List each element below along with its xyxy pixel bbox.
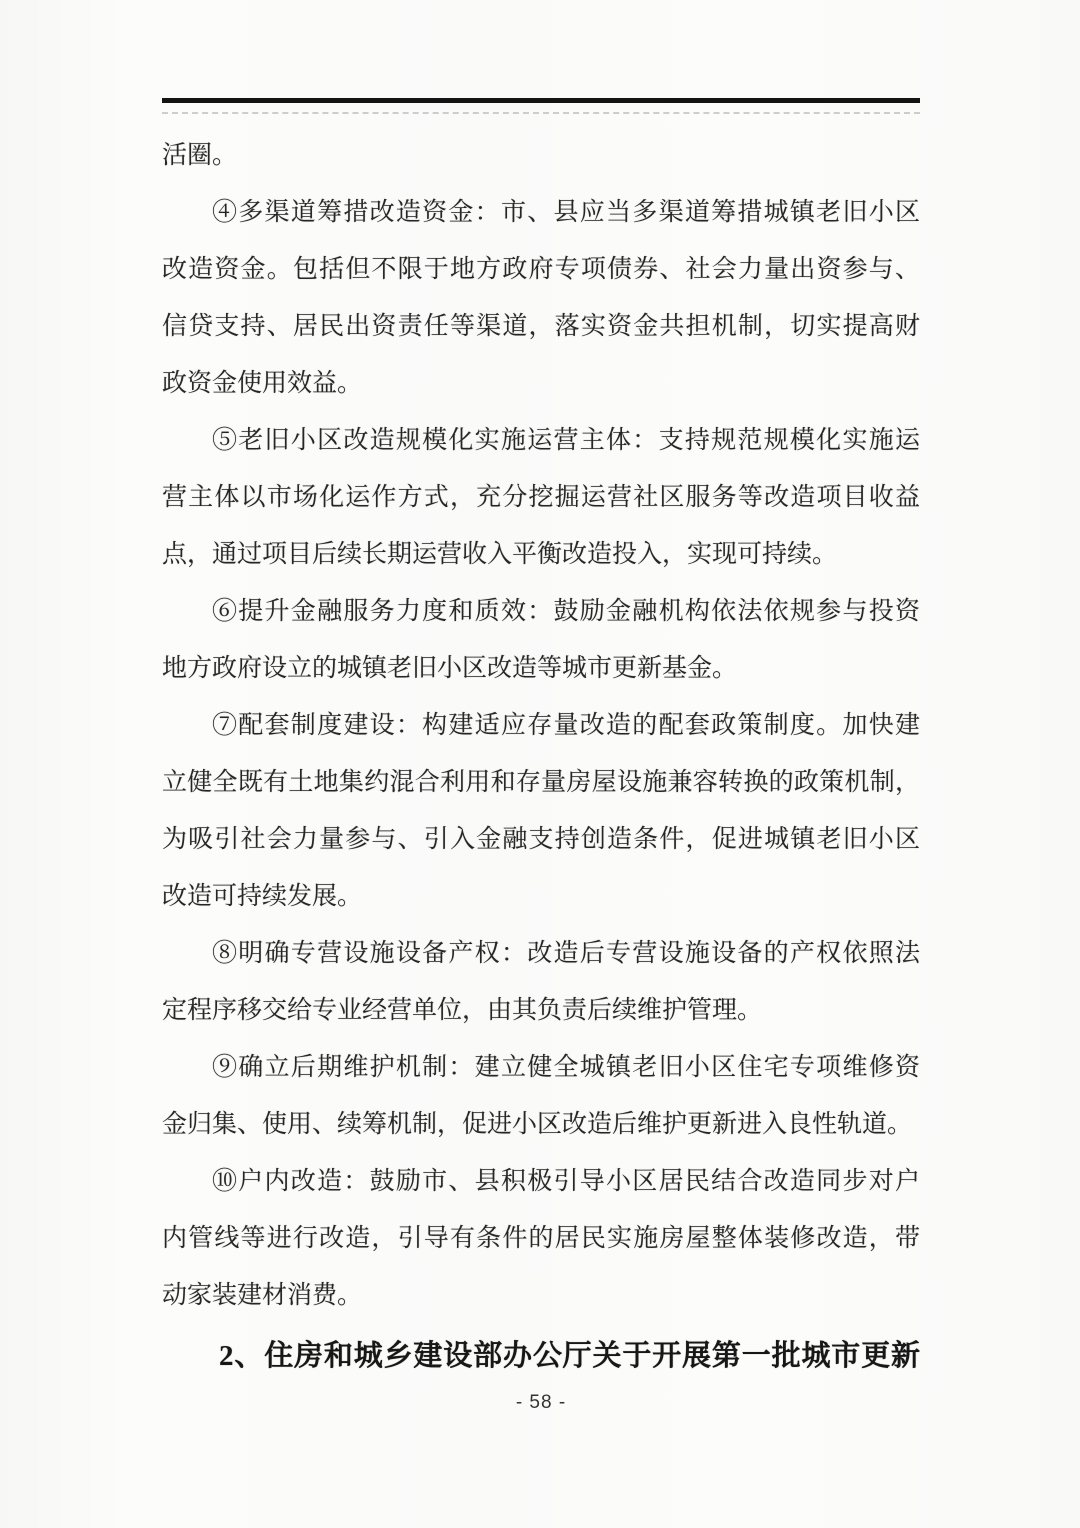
body-line: 金归集、使用、续筹机制，促进小区改造后维护更新进入良性轨道。 (162, 1111, 913, 1138)
body-line: 信贷支持、居民出资责任等渠道，落实资金共担机制，切实提高财 (162, 313, 920, 340)
body-line: 地方政府设立的城镇老旧小区改造等城市更新基金。 (162, 655, 738, 682)
body-line: ⑩户内改造：鼓励市、县积极引导小区居民结合改造同步对户 (212, 1168, 920, 1195)
body-line: 政资金使用效益。 (162, 370, 363, 397)
body-line: ⑥提升金融服务力度和质效：鼓励金融机构依法依规参与投资 (212, 598, 920, 625)
header-rule (162, 98, 920, 103)
body-line: ⑨确立后期维护机制：建立健全城镇老旧小区住宅专项维修资 (212, 1054, 920, 1081)
body-line: 立健全既有土地集约混合利用和存量房屋设施兼容转换的政策机制， (162, 769, 920, 796)
header-rule-ghost (162, 112, 920, 114)
body-line: 动家装建材消费。 (162, 1282, 363, 1309)
body-line: 营主体以市场化运作方式，充分挖掘运营社区服务等改造项目收益 (162, 484, 920, 511)
body-line: 点，通过项目后续长期运营收入平衡改造投入，实现可持续。 (162, 541, 838, 568)
body-line: 定程序移交给专业经营单位，由其负责后续维护管理。 (162, 997, 763, 1024)
body-line: ④多渠道筹措改造资金：市、县应当多渠道筹措城镇老旧小区 (212, 199, 920, 226)
document-body (162, 127, 920, 1388)
body-line: ⑤老旧小区改造规模化实施运营主体：支持规范规模化实施运 (212, 427, 920, 454)
section-heading: 2、住房和城乡建设部办公厅关于开展第一批城市更新 (219, 1340, 920, 1372)
body-line: ⑦配套制度建设：构建适应存量改造的配套政策制度。加快建 (212, 712, 920, 739)
body-line: 活圈。 (162, 142, 238, 169)
page-number: - 58 - (515, 1392, 567, 1413)
body-line: 改造资金。包括但不限于地方政府专项债券、社会力量出资参与、 (162, 256, 920, 283)
body-line: 改造可持续发展。 (162, 883, 363, 910)
body-line: ⑧明确专营设施设备产权：改造后专营设施设备的产权依照法 (212, 940, 920, 967)
body-line: 内管线等进行改造，引导有条件的居民实施房屋整体装修改造，带 (162, 1225, 920, 1252)
body-line: 为吸引社会力量参与、引入金融支持创造条件，促进城镇老旧小区 (162, 826, 920, 853)
